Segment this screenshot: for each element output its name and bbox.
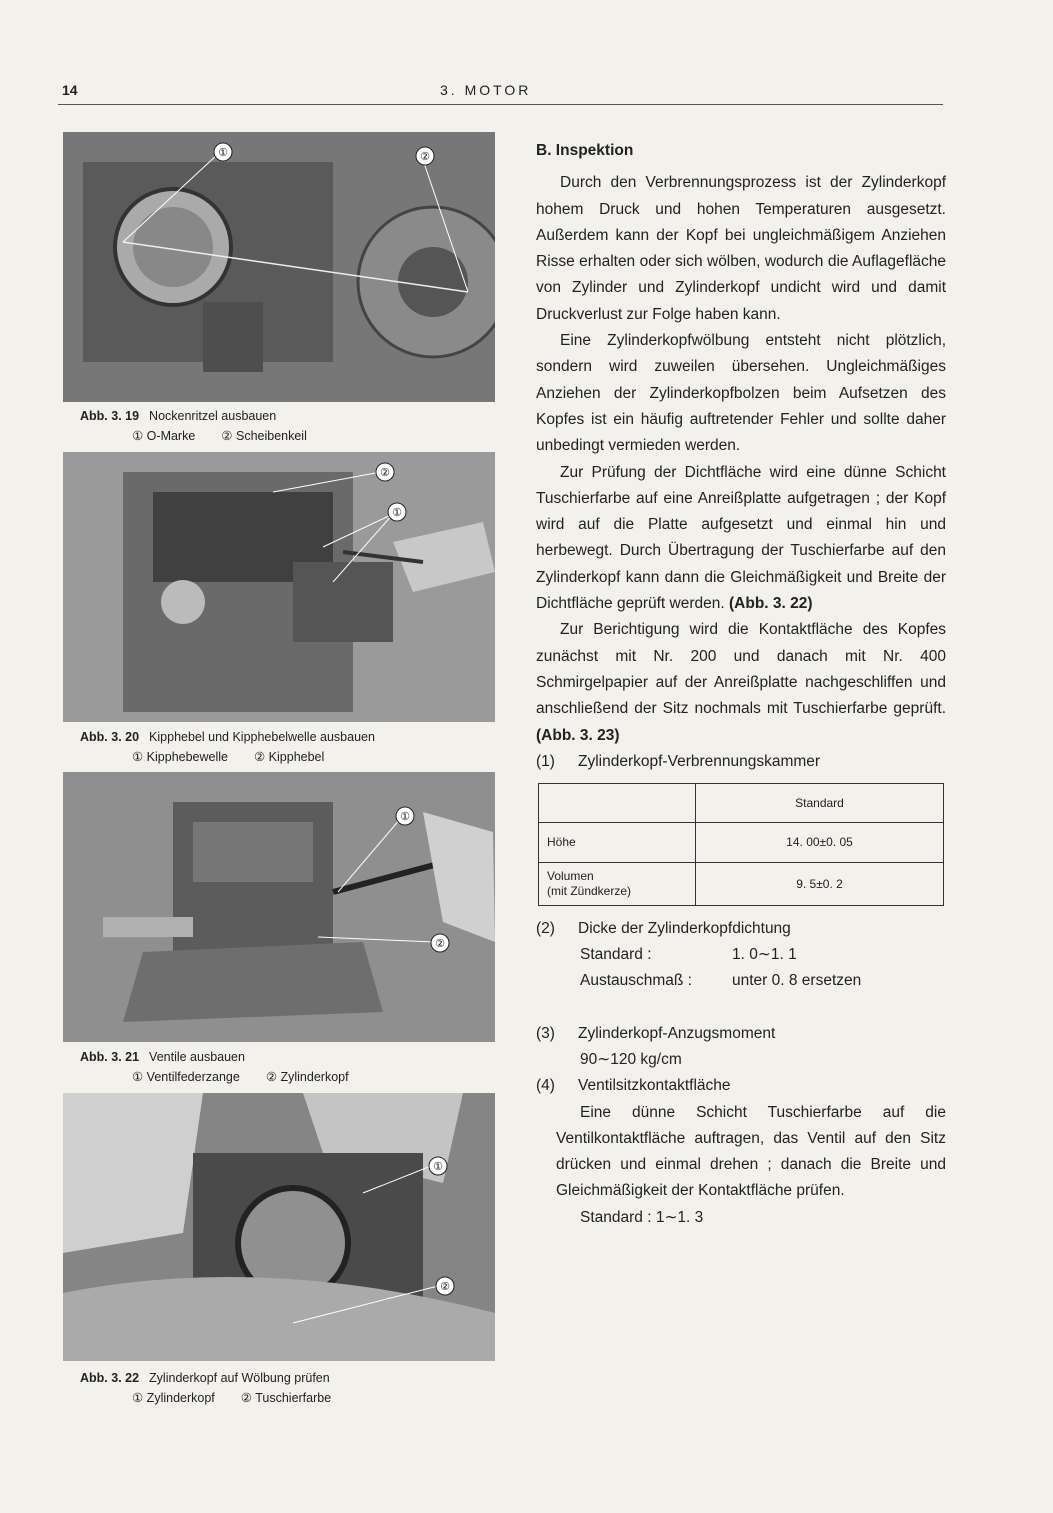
spec-row (536, 942, 946, 968)
row-sublabel: (mit Zündkerze) (547, 883, 632, 898)
figure-number: Abb. 3. 20 (80, 730, 140, 744)
item-number: (3) (536, 1024, 555, 1042)
figure-photo-surface-check (63, 1093, 495, 1361)
table-cell: 14. 00±0. 05 (696, 823, 944, 862)
callout-1: ① (400, 811, 410, 823)
inspection-section (536, 138, 946, 1231)
figure-photo-engine (63, 132, 495, 402)
header-rule (58, 104, 943, 105)
callout-2: ② (380, 467, 390, 479)
figure-reference: (Abb. 3. 23) (536, 726, 620, 744)
paragraph (536, 460, 946, 618)
caption-item: ① Ventilfederzange (132, 1070, 240, 1084)
spec-row (536, 968, 946, 994)
item-title: Ventilsitzkontaktfläche (578, 1077, 731, 1095)
spec-table (538, 783, 944, 906)
row-label: Volumen (547, 868, 594, 883)
page-number: 14 (62, 82, 78, 98)
caption-item: ① O-Marke (132, 429, 196, 443)
item-title: Dicke der Zylinderkopfdichtung (578, 919, 791, 937)
callout-2: ② (420, 151, 430, 163)
figure-caption (80, 727, 375, 767)
table-cell: 9. 5±0. 2 (696, 862, 944, 905)
paragraph (536, 617, 946, 748)
table-cell: Höhe (539, 823, 696, 862)
spec-value: Standard : 1∼1. 3 (580, 1208, 704, 1226)
callout-2: ② (440, 1281, 450, 1293)
caption-item: ① Zylinderkopf (132, 1391, 215, 1405)
figure-title: Ventile ausbauen (149, 1050, 245, 1064)
item-number: (4) (536, 1077, 555, 1095)
caption-item: ② Scheibenkeil (221, 429, 307, 443)
figure-number: Abb. 3. 22 (80, 1371, 140, 1385)
figure-caption (80, 1047, 375, 1087)
item-title: Zylinderkopf-Verbrennungskammer (578, 752, 821, 770)
caption-item: ② Kipphebel (254, 750, 325, 764)
item-title: Zylinderkopf-Anzugsmoment (578, 1024, 776, 1042)
table-cell (539, 862, 696, 905)
spec-label: Standard : (580, 946, 652, 964)
figure-title: Kipphebel und Kipphebelwelle ausbauen (149, 730, 375, 744)
spec-label: Austauschmaß : (580, 972, 692, 990)
callout-1: ① (218, 147, 228, 159)
table-row (539, 862, 944, 905)
section-heading: B. Inspektion (536, 142, 634, 159)
caption-item: ① Kipphebewelle (132, 750, 228, 764)
figure-photo-cylinder-head (63, 452, 495, 722)
paragraph: Durch den Verbrennungsprozess ist der Zylinderkopf hohem Druck und hohen Temperaturen ausgesetzt. Außerdem kann der Kopf bei ungleichmäßigem Anziehen Risse erhalten oder sich wölben, wodurch die Auflagefläche von Zylinder und Zylinderkopf undicht wird und damit Druckverlust zur Folge haben kann. (536, 174, 946, 323)
figure-reference: (Abb. 3. 22) (729, 595, 813, 613)
figure-title: Zylinderkopf auf Wölbung prüfen (149, 1371, 330, 1385)
list-item (536, 749, 946, 775)
figure-number: Abb. 3. 19 (80, 409, 140, 423)
table-row (539, 784, 944, 823)
figure-number: Abb. 3. 21 (80, 1050, 140, 1064)
figure-caption (80, 1368, 357, 1408)
caption-item: ② Zylinderkopf (265, 1070, 349, 1084)
item-number: (1) (536, 752, 555, 770)
callout-2: ② (435, 938, 445, 950)
spec-value: 1. 0∼1. 1 (732, 946, 797, 964)
table-row (539, 823, 944, 862)
figure-photo-valve-spring (63, 772, 495, 1042)
paragraph: Eine Zylinderkopfwölbung entsteht nicht plötzlich, sondern wird zuweilen übersehen. Ungleichmäßiges Anziehen der Zylinderkopfbolzen beim Aufsetzen des Kopfes ist ein häufig auftretender Fehler und sollte daher unbedingt vermieden werden. (536, 332, 946, 455)
spec-value: 90∼120 kg/cm (580, 1050, 682, 1068)
table-header: Standard (696, 784, 944, 823)
table-cell (539, 784, 696, 823)
list-item (536, 1021, 946, 1047)
paragraph-text: Zur Berichtigung wird die Kontaktfläche des Kopfes zunächst mit Nr. 200 und danach mit Nr. 400 Schmirgelpapier auf der Anreißplatte nachgeschliffen und anschließend der Sitz nochmals mit Tuschierfarbe geprüft. (536, 621, 946, 718)
spec-value: unter 0. 8 ersetzen (732, 972, 862, 990)
figure-caption (80, 406, 333, 446)
figure-title: Nockenritzel ausbauen (149, 409, 277, 423)
list-item (536, 1073, 946, 1099)
item-number: (2) (536, 919, 555, 937)
list-item (536, 916, 946, 942)
paragraph-text: Zur Prüfung der Dichtfläche wird eine dünne Schicht Tuschierfarbe auf eine Anreißplatte aufgetragen ; der Kopf wird auf die Platte aufgesetzt und einmal hin und herbewegt. Durch Übertragung der Tuschierfarbe auf den Zylinderkopf kann dann die Gleichmäßigkeit und Breite der Dichtfläche geprüft werden. (536, 463, 946, 613)
caption-item: ② Tuschierfarbe (240, 1391, 332, 1405)
callout-1: ① (392, 507, 402, 519)
callout-1: ① (433, 1161, 443, 1173)
paragraph: Eine dünne Schicht Tuschierfarbe auf die Ventilkontaktfläche auftragen, das Ventil auf den Sitz drücken und einmal drehen ; danach die Breite und Gleichmäßigkeit der Kontaktfläche prüfen. (556, 1103, 946, 1200)
running-head: 3. MOTOR (440, 82, 532, 98)
